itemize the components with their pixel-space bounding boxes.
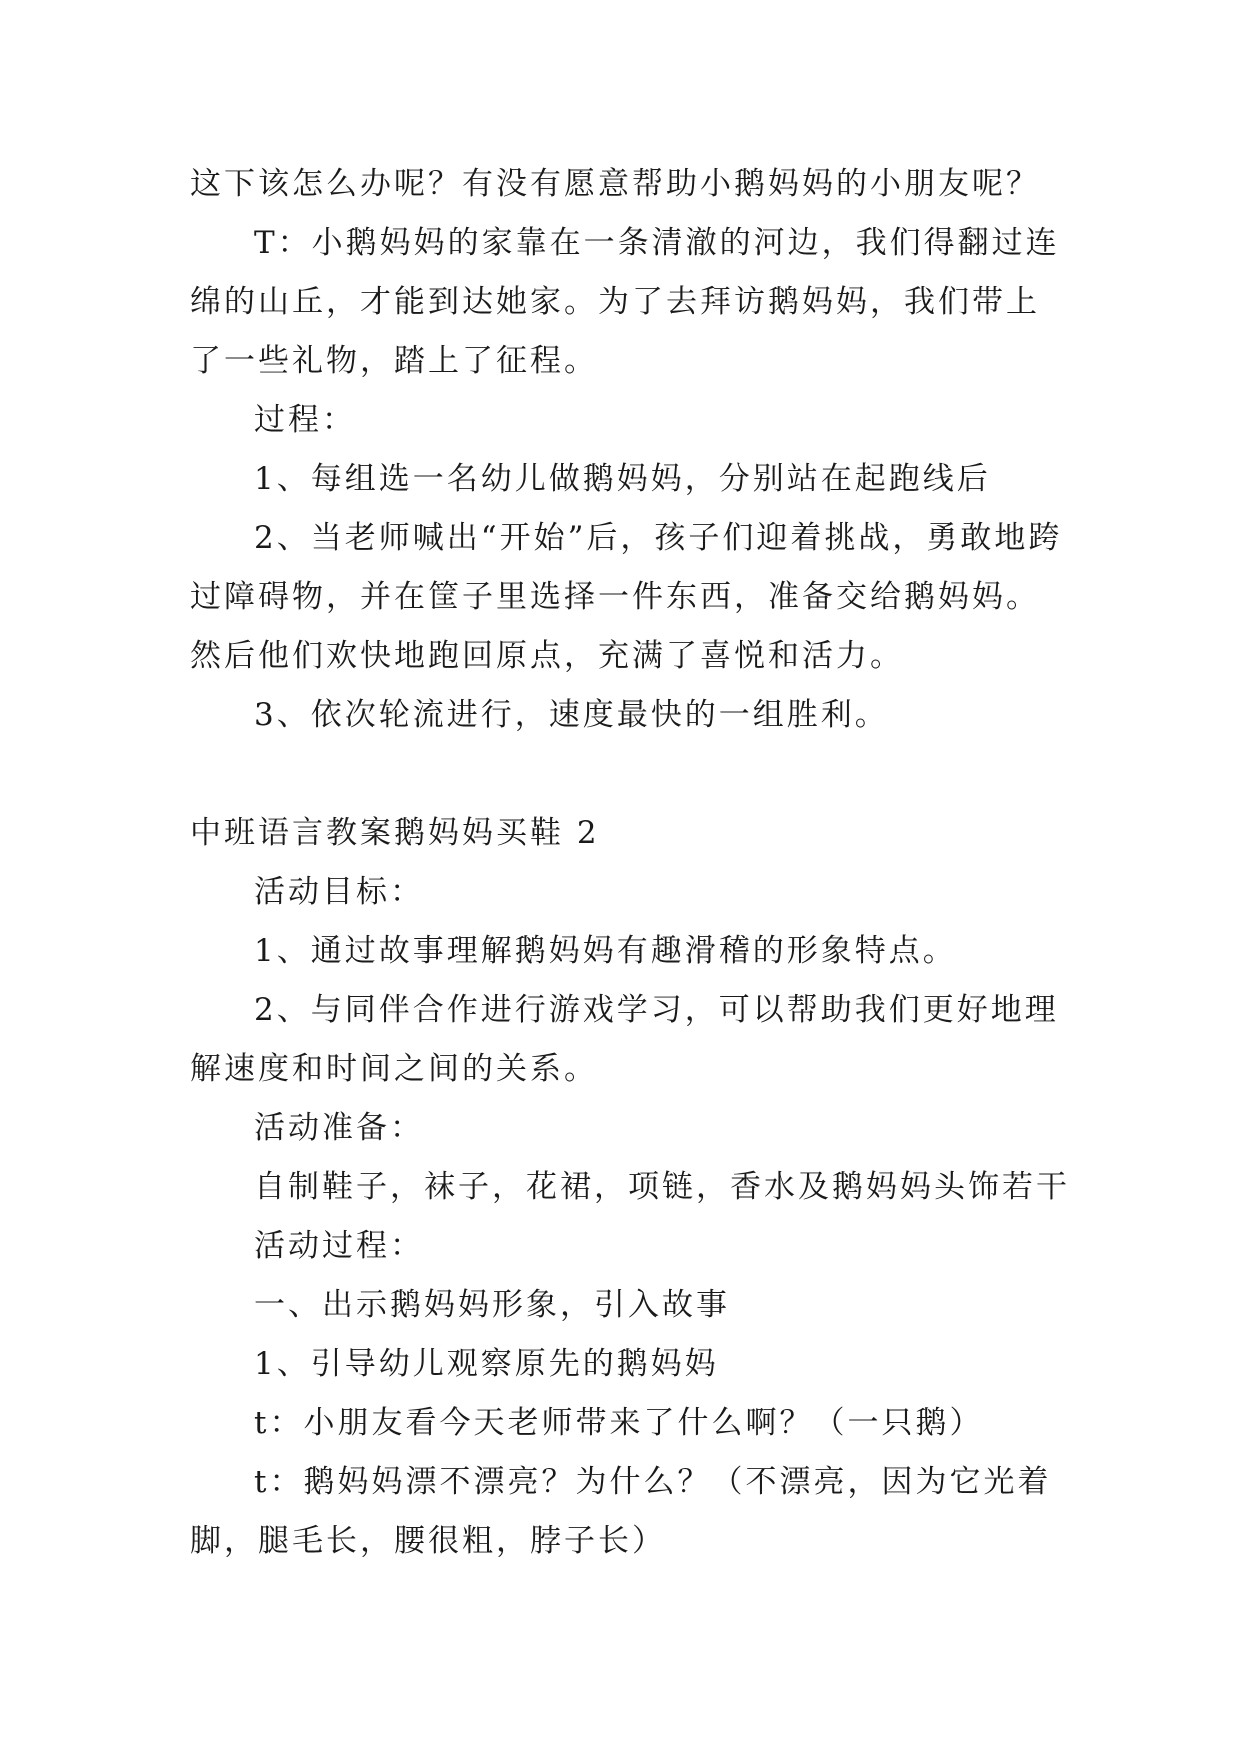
paragraph: 3、依次轮流进行，速度最快的一组胜利。 [254,697,889,733]
document-body [190,155,1070,1571]
paragraph: t：鹅妈妈漂不漂亮？为什么？（不漂亮，因为它光着脚，腿毛长，腰很粗，脖子长） [190,1464,1052,1559]
section-1 [190,155,1070,745]
section-2 [190,804,1070,1571]
paragraph: 2、当老师喊出“开始”后，孩子们迎着挑战，勇敢地跨过障碍物，并在筐子里选择一件东西，准备交给鹅妈妈。然后他们欢快地跑回原点，充满了喜悦和活力。 [190,520,1063,674]
paragraph: 一、出示鹅妈妈形象，引入故事 [254,1287,730,1323]
paragraph: 1、每组选一名幼儿做鹅妈妈，分别站在起跑线后 [254,461,991,497]
paragraph: 2、与同伴合作进行游戏学习，可以帮助我们更好地理解速度和时间之间的关系。 [190,992,1059,1087]
paragraph: 1、通过故事理解鹅妈妈有趣滑稽的形象特点。 [254,933,957,969]
paragraph: 过程： [254,402,356,438]
paragraph: T：小鹅妈妈的家靠在一条清澈的河边，我们得翻过连绵的山丘，才能到达她家。为了去拜访鹅妈妈，我们带上了一些礼物，踏上了征程。 [190,225,1060,379]
paragraph: 活动准备： [254,1110,424,1146]
section-title: 中班语言教案鹅妈妈买鞋 2 [190,815,600,851]
paragraph: 活动过程： [254,1228,424,1264]
section-spacer [190,745,1070,804]
paragraph: 这下该怎么办呢？有没有愿意帮助小鹅妈妈的小朋友呢？ [190,166,1040,202]
paragraph: t：小朋友看今天老师带来了什么啊？（一只鹅） [254,1405,984,1441]
paragraph: 自制鞋子，袜子，花裙，项链，香水及鹅妈妈头饰若干 [254,1169,1070,1205]
paragraph: 1、引导幼儿观察原先的鹅妈妈 [254,1346,719,1382]
paragraph: 活动目标： [254,874,424,910]
